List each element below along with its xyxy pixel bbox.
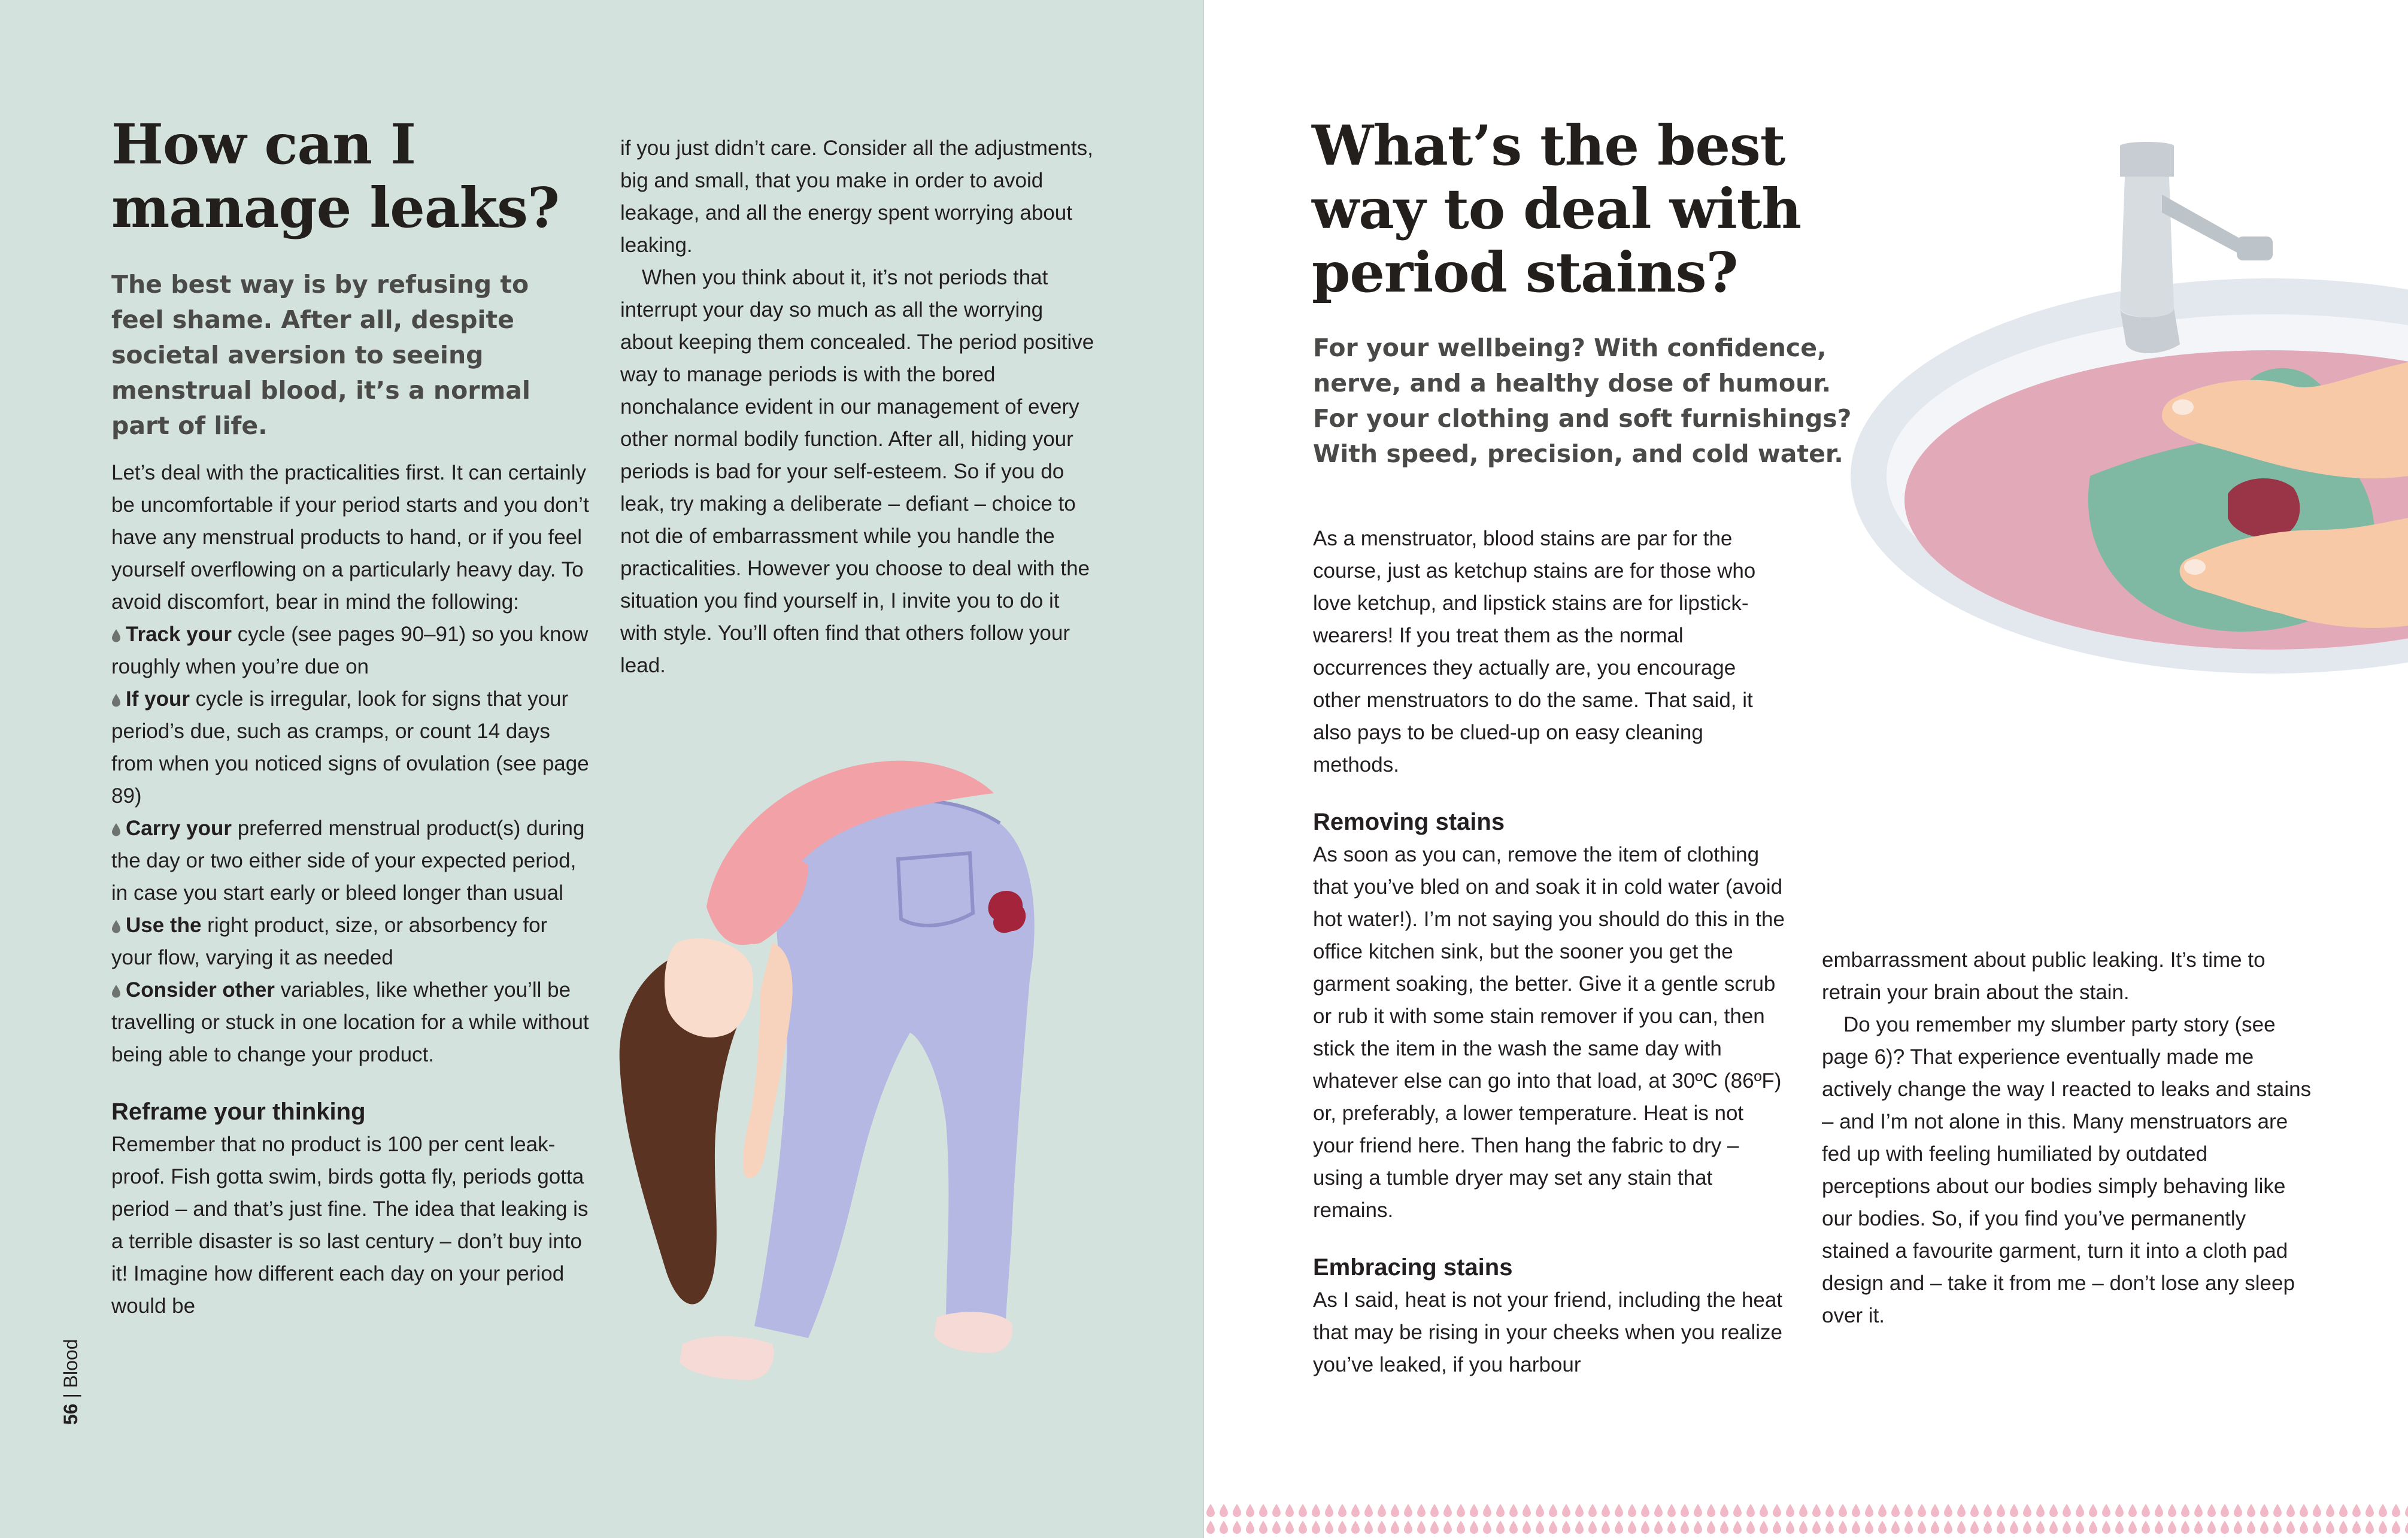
woman-bending-illustration	[611, 751, 1090, 1434]
left-column-2	[620, 132, 1099, 682]
bullet-bold-lead: Carry your	[126, 817, 232, 840]
right-col2-paragraph-1: embarrassment about public leaking. It’s time to retrain your brain about the stain.	[1822, 948, 2266, 1004]
bullet-bold-lead: Use the	[126, 914, 202, 937]
right-column-2	[1822, 944, 2313, 1332]
bullet-item	[111, 974, 590, 1071]
removing-stains-paragraph: As soon as you can, remove the item of clothing that you’ve bled on and soak it in cold water (avoid hot water!). I’m not saying you should do this in the office kitchen sink, but the sooner you get the garment soaking, the better. Give it a gentle scrub or rub it with some stain remover if you can, then stick the item in the wash the same day with whatever else can go into that load, at 30ºC (86ºF) or, preferably, a lower temperature. Heat is not your friend here. Then hang the fabric to dry – using a tumble dryer may set any stain that remains.	[1313, 843, 1785, 1222]
left-col2-paragraph-1: if you just didn’t care. Consider all the adjustments, big and small, that you make in order to avoid leakage, and all the energy spent worrying about leaking.	[620, 136, 1093, 257]
droplet-icon	[111, 629, 121, 642]
bullet-item	[111, 812, 590, 909]
subhead-reframe: Reframe your thinking	[111, 1099, 366, 1125]
right-lead-paragraph: For your wellbeing? With confidence, nerve, and a healthy dose of humour. For your clothing and soft furnishings? With speed, precision, and cold water.	[1313, 333, 1852, 468]
bullet-item	[111, 618, 590, 683]
left-page-title: How can I manage leaks?	[111, 112, 559, 240]
droplet-icon	[111, 920, 121, 933]
left-lead-paragraph: The best way is by refusing to feel shame. After all, despite societal aversion to seeing menstrual blood, it’s a normal part of life.	[111, 270, 530, 440]
droplet-icon	[111, 694, 121, 707]
bullet-text: variables, like whether you’ll be travelling or stuck in one location for a while without being able to change your product.	[111, 978, 589, 1066]
bullet-bold-lead: Track your	[126, 623, 232, 646]
bullet-text: preferred menstrual product(s) during the day or two either side of your expected period, in case you start early or bleed longer than usual	[111, 817, 585, 905]
reframe-paragraph: Remember that no product is 100 per cent leak-proof. Fish gotta swim, birds gotta fly, periods gotta period – and that’s just fine. The idea that leaking is a terrible disaster is so last century – don’t buy into it! Imagine how different each day on your period would be	[111, 1133, 589, 1318]
droplet-border-decoration	[1204, 1503, 2408, 1538]
left-col2-paragraph-2: When you think about it, it’s not periods that interrupt your day so much as all the worrying about keeping them concealed. The period positive way to manage periods is with the bored nonchalance evident in our management of every other normal bodily function. After all, hiding your periods is bad for your self-esteem. So if you do leak, try making a deliberate – defiant – choice to not die of embarrassment while you handle the practicalities. However you choose to deal with the situation you find yourself in, I invite you to do it with style. You’ll often find that others follow your lead.	[620, 266, 1094, 677]
bullet-text: right product, size, or absorbency for your flow, varying it as needed	[111, 914, 548, 969]
right-column-1	[1313, 523, 1786, 1381]
bullet-text: cycle is irregular, look for signs that your period’s due, such as cramps, or count 14 days from when you noticed signs of ovulation (see page 89)	[111, 687, 589, 808]
subhead-embracing-stains: Embracing stains	[1313, 1254, 1513, 1281]
bullet-bold-lead: Consider other	[126, 978, 275, 1002]
right-col2-paragraph-2: Do you remember my slumber party story (see page 6)? That experience eventually made me actively change the way I reacted to leaks and stains – and I’m not alone in this. Many menstruators are fed up with feeling humiliated by outdated perceptions about our bodies simply behaving like our bodies. So, if you find you’ve permanently stained a favourite garment, turn it into a cloth pad design and – take it from me – don’t lose any sleep over it.	[1822, 1013, 2312, 1327]
bullet-item	[111, 909, 590, 974]
right-intro-paragraph: As a menstruator, blood stains are par for the course, just as ketchup stains are for those who love ketchup, and lipstick stains are for lipstick-wearers! If you treat them as the normal occurrences they actually are, you encourage other menstruators to do the same. That said, it also pays to be clued-up on easy cleaning methods.	[1313, 527, 1756, 776]
left-page-number: 56	[60, 1403, 81, 1425]
bullet-text: cycle (see pages 90–91) so you know roughly when you’re due on	[111, 623, 589, 678]
subhead-removing-stains: Removing stains	[1313, 809, 1505, 835]
bullet-item	[111, 683, 590, 812]
left-intro-paragraph: Let’s deal with the practicalities first. It can certainly be uncomfortable if your period starts and you don’t have any menstrual products to hand, or if you feel yourself overflowing on a particularly heavy day. To avoid discomfort, bear in mind the following:	[111, 461, 589, 614]
right-page-title: What’s the best way to deal with period stains?	[1312, 113, 1802, 305]
left-folio	[60, 1339, 82, 1425]
right-page	[1204, 0, 2408, 1538]
droplet-icon	[111, 823, 121, 836]
left-column-1	[111, 457, 590, 1322]
left-folio-section: Blood	[60, 1339, 81, 1388]
embracing-stains-paragraph: As I said, heat is not your friend, including the heat that may be rising in your cheeks when you realize you’ve leaked, if you harbour	[1313, 1288, 1783, 1376]
hands-washing-illustration	[1839, 141, 2408, 883]
droplet-icon	[111, 985, 121, 998]
left-folio-separator: |	[60, 1393, 81, 1399]
bullet-bold-lead: If your	[126, 687, 190, 711]
